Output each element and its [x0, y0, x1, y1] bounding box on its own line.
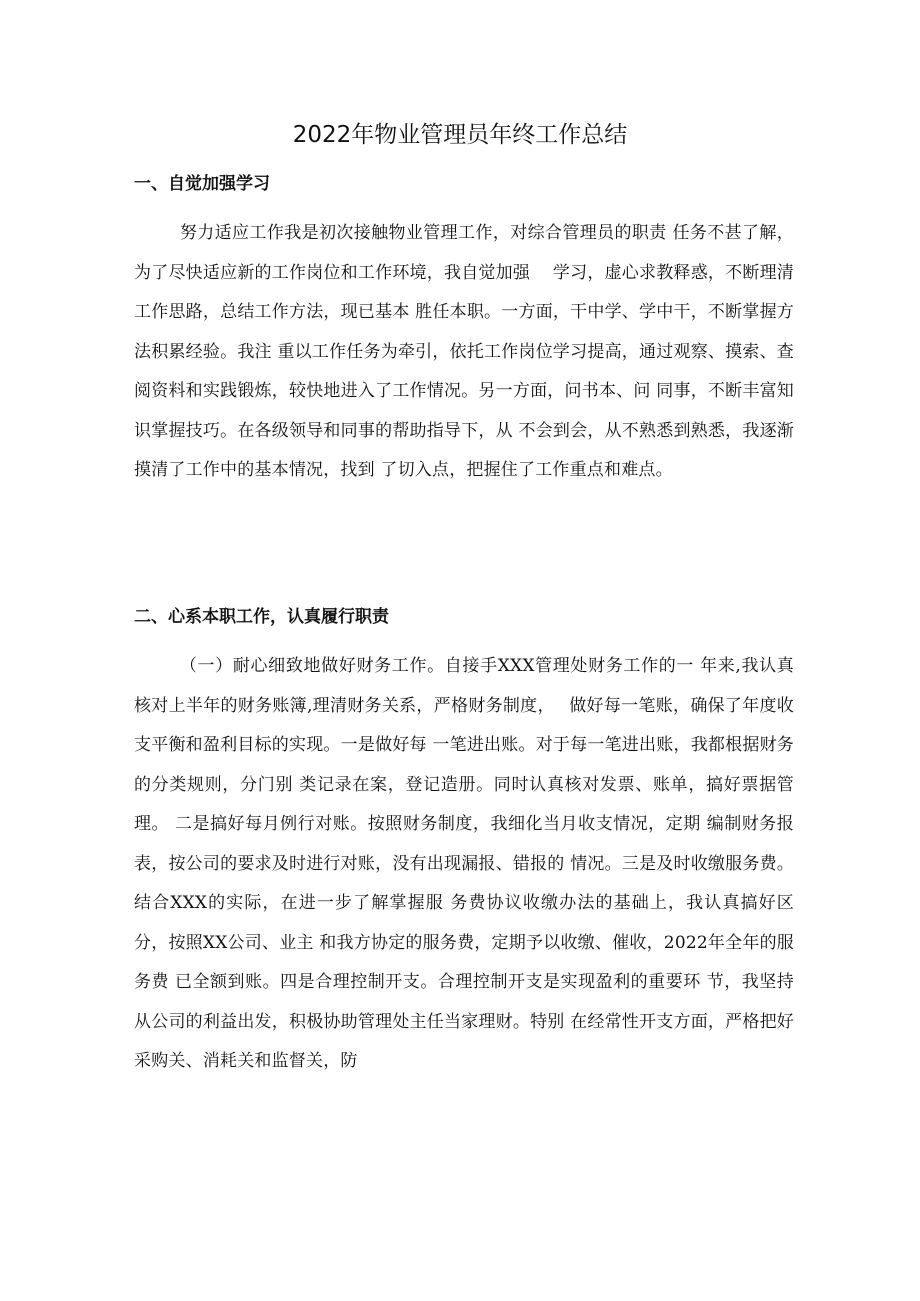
section-paragraph-1: 努力适应工作我是初次接触物业管理工作，对综合管理员的职责 任务不甚了解，为了尽快适应新的工作岗位和工作环境，我自觉加强 学习，虚心求教释惑，不断理清工作思路，总结工作方法，现已基本 胜任本职。一方面，干中学、学中干，不断掌握方法积累经验。我注 重以工作任务为牵引，依托工作岗位学习提高，通过观察、摸索、查 阅资料和实践锻炼，较快地进入了工作情况。另一方面，问书本、问 同事，不断丰富知识掌握技巧。在各级领导和同事的帮助指导下，从 不会到会，从不熟悉到熟悉，我逐渐摸清了工作中的基本情况，找到 了切入点，把握住了工作重点和难点。	[134, 223, 794, 480]
section-heading-1: 一、自觉加强学习	[134, 174, 270, 194]
document-title: 2022年物业管理员年终工作总结	[292, 122, 628, 148]
section-paragraph-2: （一）耐心细致地做好财务工作。自接手XXX管理处财务工作的一 年来,我认真核对上半年的财务账簿,理清财务关系，严格财务制度， 做好每一笔账，确保了年度收支平衡和盈利目标的实现。一是做好每 一笔进出账。对于每一笔进出账，我都根据财务的分类规则，分门别 类记录在案，登记造册。同时认真核对发票、账单，搞好票据管理。 二是搞好每月例行对账。按照财务制度，我细化当月收支情况，定期 编制财务报表，按公司的要求及时进行对账，没有出现漏报、错报的 情况。三是及时收缴服务费。结合XXX的实际，在进一步了解掌握服 务费协议收缴办法的基础上，我认真搞好区分，按照XX公司、业主 和我方协定的服务费，定期予以收缴、催收，2022年全年的服务费 已全额到账。四是合理控制开支。合理控制开支是实现盈利的重要环 节，我坚持从公司的利益出发，积极协助管理处主任当家理财。特别 在经常性开支方面，严格把好采购关、消耗关和监督关，防	[134, 656, 794, 1071]
section-heading-2: 二、心系本职工作，认真履行职责	[134, 607, 389, 627]
